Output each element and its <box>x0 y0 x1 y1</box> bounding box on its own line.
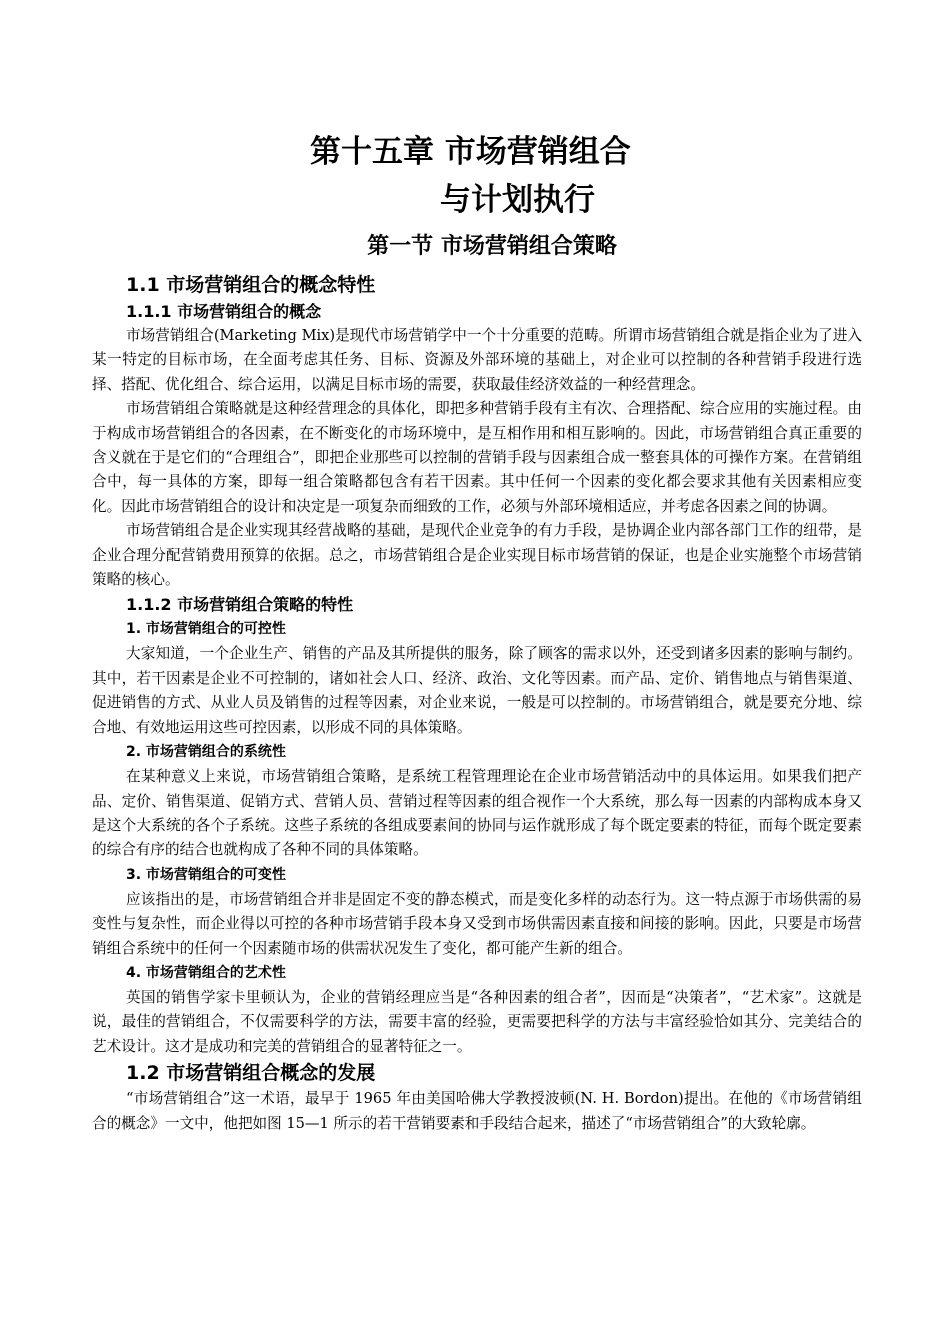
paragraph: 大家知道，一个企业生产、销售的产品及其所提供的服务，除了顾客的需求以外，还受到诸多因素的影响与制约。其中，若干因素是企业不可控制的，诸如社会人口、经济、政治、文化等因素。而产品、定价、销售地点与销售渠道、促进销售的方式、从业人员及销售的过程等因素，对企业来说，一般是可以控制的。市场营销组合，就是要充分地、综合地、有效地运用这些可控因素，以形成不同的具体策略。 <box>92 645 862 736</box>
subheading-systematic: 2. 市场营销组合的系统性 <box>126 744 286 761</box>
heading-1-2: 1.2 市场营销组合概念的发展 <box>126 1062 376 1085</box>
subheading-controllability: 1. 市场营销组合的可控性 <box>126 621 286 638</box>
paragraph: 市场营销组合(Marketing Mix)是现代市场营销学中一个十分重要的范畴。所谓市场营销组合就是指企业为了进入某一特定的目标市场，在全面考虑其任务、目标、资源及外部环境的基础上，对企业可以控制的各种营销手段进行选择、搭配、优化组合、综合运用，以满足目标市场的需要，获取最佳经济效益的一种经营理念。 <box>92 327 862 393</box>
section-title: 第一节 市场营销组合策略 <box>367 234 617 259</box>
subheading-variability: 3. 市场营销组合的可变性 <box>126 866 286 883</box>
document-body <box>92 271 862 1136</box>
paragraph: 市场营销组合策略就是这种经营理念的具体化，即把多种营销手段有主有次、合理搭配、综合应用的实施过程。由于构成市场营销组合的各因素，在不断变化的市场环境中，是互相作用和相互影响的。因此，市场营销组合真正重要的含义就在于是它们的“合理组合”，即把企业那些可以控制的营销手段与因素组合成一整套具体的可操作方案。在营销组合中，每一具体的方案，即每一组合策略都包含有若干因素。其中任何一个因素的变化都会要求其他有关因素相应变化。因此市场营销组合的设计和决定是一项复杂而细致的工作，必须与外部环境相适应，并考虑各因素之间的协调。 <box>92 400 862 515</box>
subheading-artistry: 4. 市场营销组合的艺术性 <box>126 964 286 981</box>
heading-1-1-2: 1.1.2 市场营销组合策略的特性 <box>126 595 354 615</box>
heading-1-1-1: 1.1.1 市场营销组合的概念 <box>126 302 322 321</box>
heading-1-1: 1.1 市场营销组合的概念特性 <box>126 274 376 296</box>
paragraph: 在某种意义上来说，市场营销组合策略，是系统工程管理理论在企业市场营销活动中的具体运用。如果我们把产品、定价、销售渠道、促销方式、营销人员、营销过程等因素的组合视作一个大系统，那么每一因素的内部构成本身又是这个大系统的各个子系统。这些子系统的各组成要素间的协同与运作就形成了每个既定要素的特征，而每个既定要素的综合有序的结合也就构成了各种不同的具体策略。 <box>92 768 862 859</box>
paragraph: “市场营销组合”这一术语，最早于 1965 年由美国哈佛大学教授波顿(N. H. Bordon)提出。在他的《市场营销组合的概念》一文中，他把如图 15—1 所示的若干营销要素和手段结合起来，描述了“市场营销组合”的大致轮廓。 <box>92 1090 862 1132</box>
chapter-title-line1: 第十五章 市场营销组合 <box>310 134 631 170</box>
chapter-title-line2: 与计划执行 <box>440 182 595 218</box>
paragraph: 市场营销组合是企业实现其经营战略的基础，是现代企业竞争的有力手段，是协调企业内部各部门工作的纽带，是企业合理分配营销费用预算的依据。总之，市场营销组合是企业实现目标市场营销的保证，也是企业实施整个市场营销策略的核心。 <box>92 522 862 589</box>
paragraph: 应该指出的是，市场营销组合并非是固定不变的静态模式，而是变化多样的动态行为。这一特点源于市场供需的易变性与复杂性，而企业得以可控的各种市场营销手段本身又受到市场供需因素直接和间接的影响。因此，只要是市场营销组合系统中的任何一个因素随市场的供需状况发生了变化，都可能产生新的组合。 <box>92 890 862 957</box>
paragraph: 英国的销售学家卡里顿认为，企业的营销经理应当是“各种因素的组合者”，因而是“决策者”，“艺术家”。这就是说，最佳的营销组合，不仅需要科学的方法，需要丰富的经验，更需要把科学的方法与丰富经验恰如其分、完美结合的艺术设计。这才是成功和完美的营销组合的显著特征之一。 <box>92 988 862 1055</box>
chapter-title <box>0 128 950 224</box>
